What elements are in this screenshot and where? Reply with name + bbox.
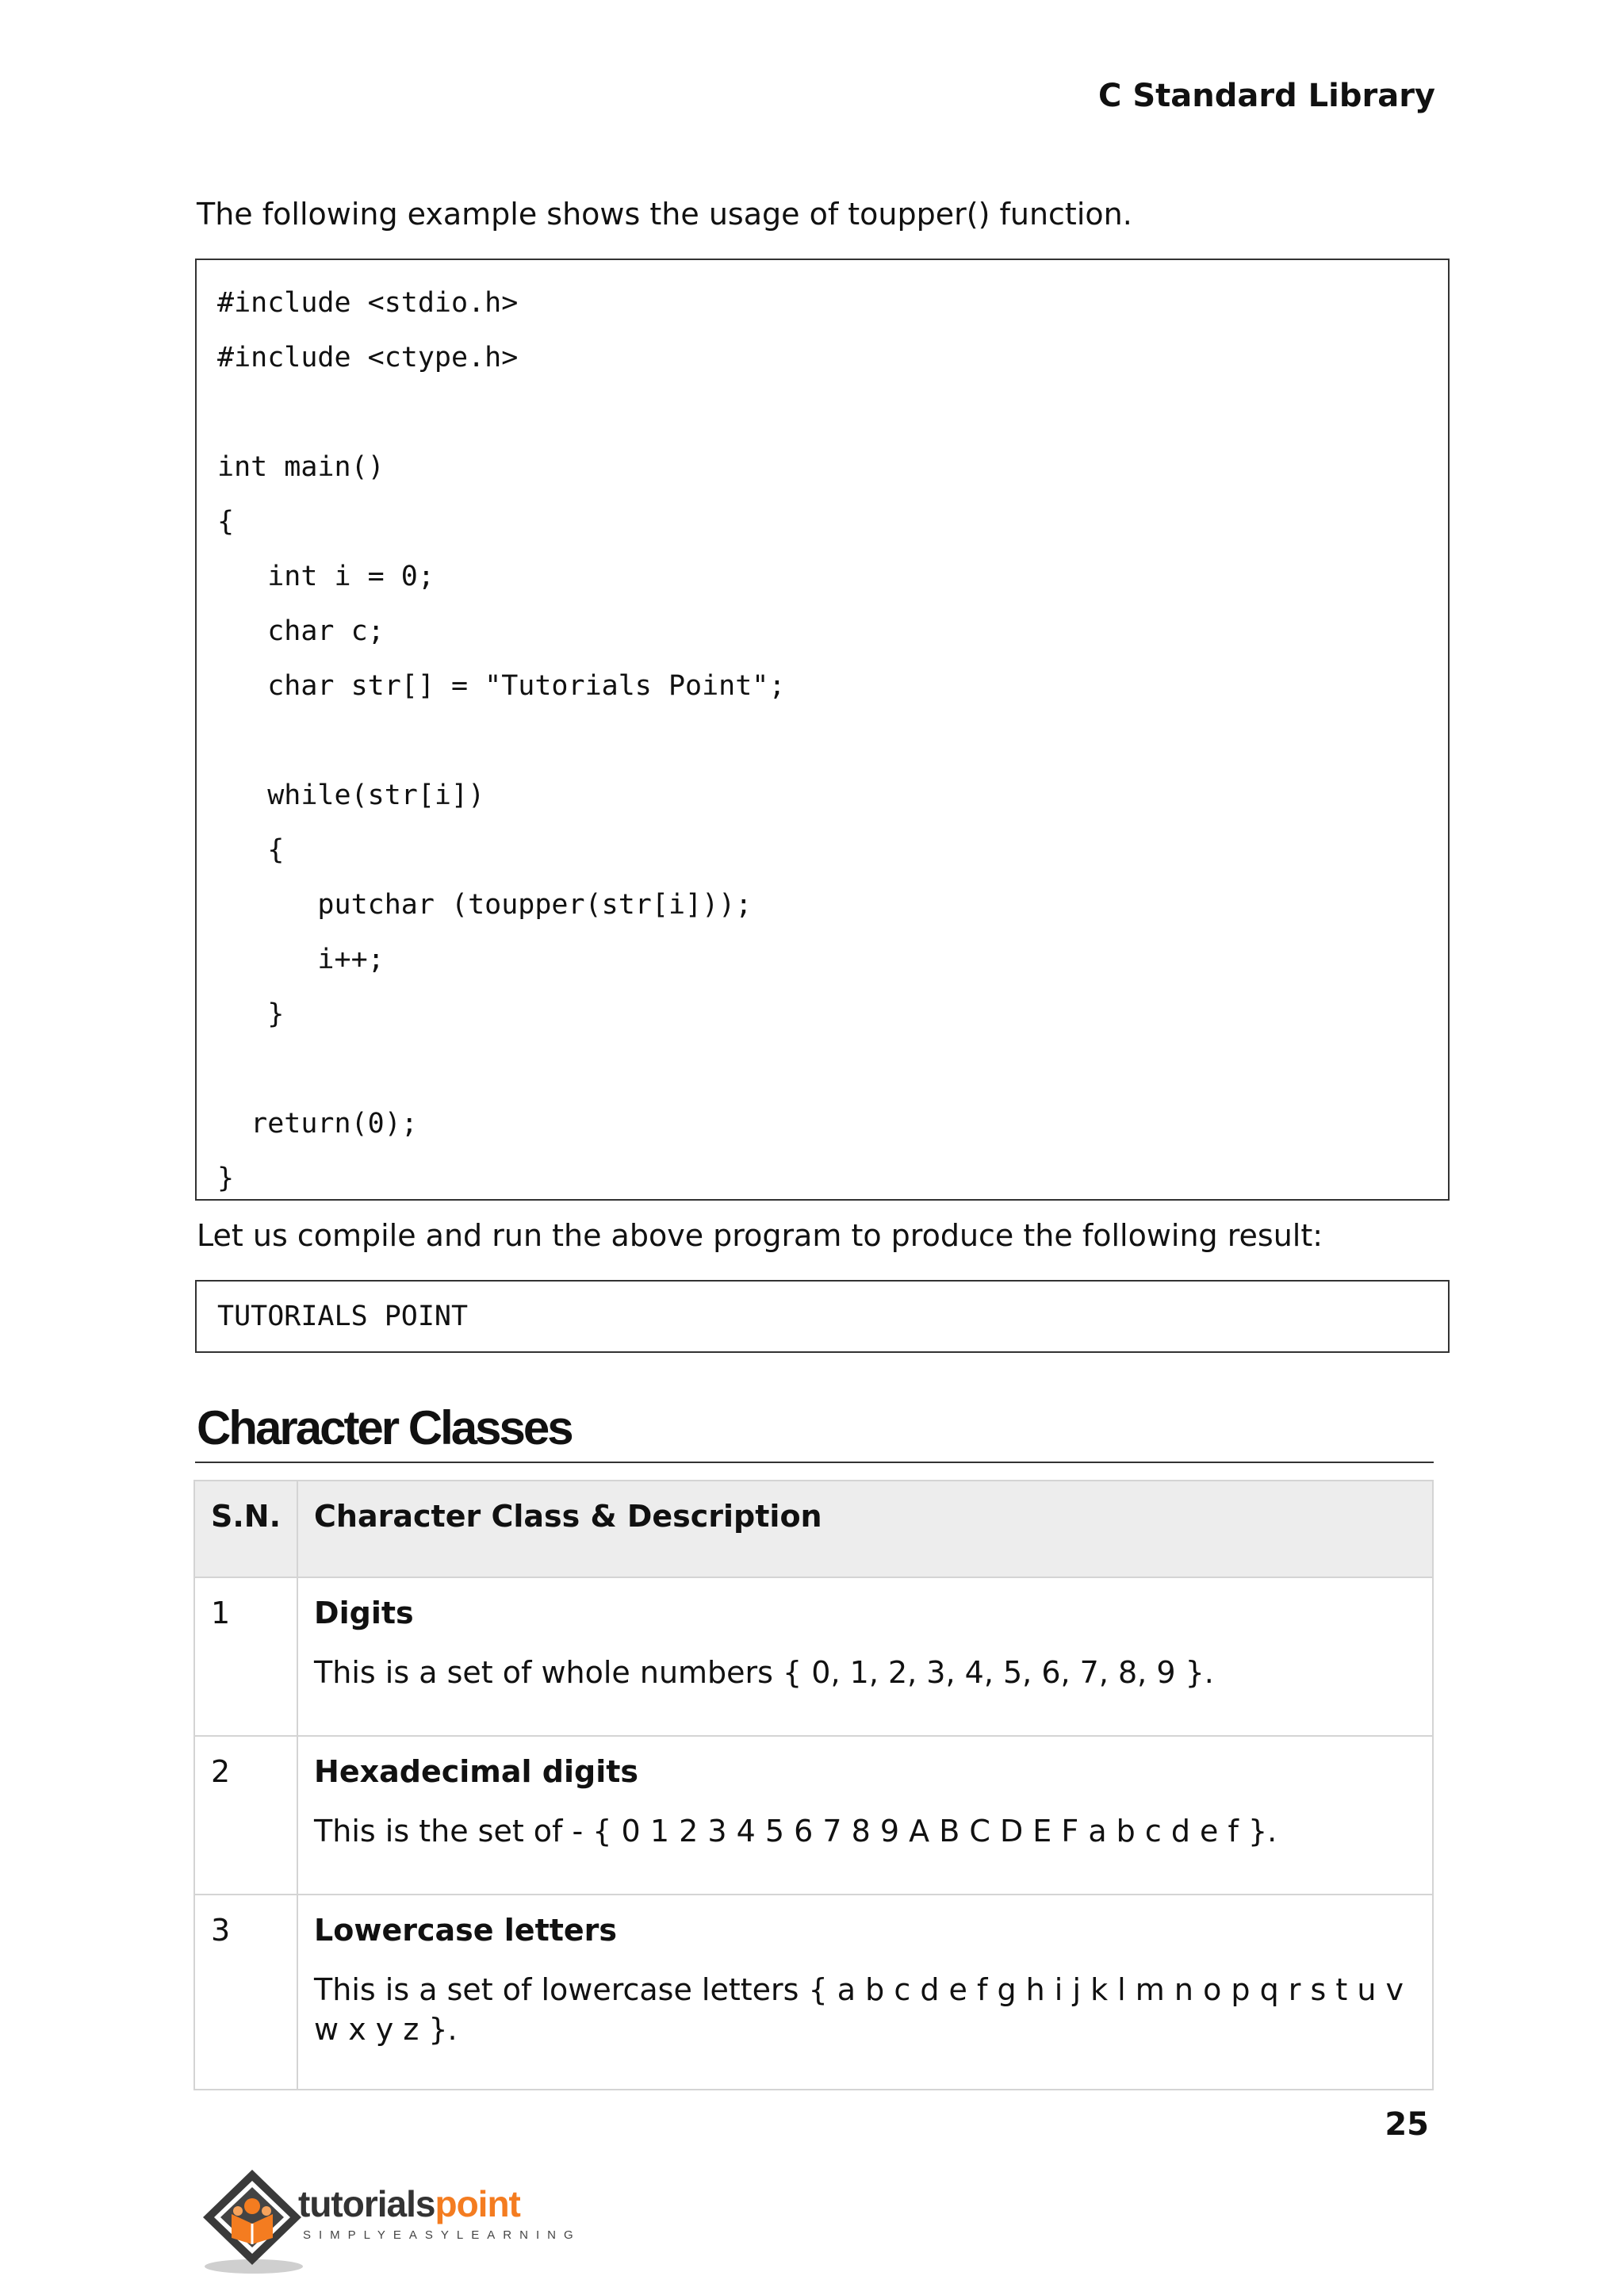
table-row (194, 1577, 1433, 1736)
row-content (297, 1577, 1433, 1736)
row-content (297, 1736, 1433, 1895)
row-description: This is a set of whole numbers { 0, 1, 2, 3, 4, 5, 6, 7, 8, 9 }. (314, 1655, 1214, 1690)
logo-word-point: point (435, 2183, 520, 2224)
code-line: int main() (217, 451, 385, 483)
code-line: } (217, 1163, 235, 1194)
table-row (194, 1736, 1433, 1895)
result-paragraph: Let us compile and run the above program to produce the following result: (197, 1218, 1323, 1253)
code-line (217, 1042, 1448, 1097)
logo-tagline: SIMPLYEASYLEARNING (303, 2228, 581, 2242)
row-description: This is a set of lowercase letters { a b c d e f g h i j k l m n o p q r s t u v w x y z }. (314, 1972, 1404, 2047)
code-block (195, 259, 1450, 1201)
tutorialspoint-logo (197, 2165, 581, 2276)
character-classes-table (193, 1480, 1434, 2090)
output-block: TUTORIALS POINT (195, 1280, 1450, 1353)
code-line: i++; (217, 944, 385, 975)
code-line (217, 714, 1448, 768)
row-title: Lowercase letters (314, 1913, 618, 1948)
section-heading: Character Classes (197, 1401, 572, 1454)
code-line: #include <stdio.h> (217, 287, 519, 319)
heading-underline (195, 1462, 1434, 1463)
row-title: Hexadecimal digits (314, 1754, 639, 1789)
column-header-description: Character Class & Description (297, 1481, 1433, 1577)
row-serial-number: 3 (194, 1895, 297, 2090)
code-line: char str[] = "Tutorials Point"; (217, 670, 786, 702)
code-line: return(0); (217, 1108, 418, 1140)
code-line (217, 385, 1448, 440)
row-content (297, 1895, 1433, 2090)
row-serial-number: 1 (194, 1577, 297, 1736)
code-line: { (217, 834, 285, 866)
code-line: char c; (217, 615, 385, 647)
code-line: } (217, 998, 285, 1030)
code-line: int i = 0; (217, 561, 435, 592)
table-row (194, 1895, 1433, 2090)
code-line: { (217, 506, 235, 538)
row-description: This is the set of - { 0 1 2 3 4 5 6 7 8 9 A B C D E F a b c d e f }. (314, 1814, 1277, 1849)
running-header: C Standard Library (1098, 78, 1435, 114)
logo-wordmark (298, 2182, 520, 2225)
logo-word-tutorials: tutorials (298, 2183, 435, 2224)
page-number: 25 (1385, 2106, 1429, 2143)
column-header-sn: S.N. (194, 1481, 297, 1577)
intro-paragraph: The following example shows the usage of toupper() function. (197, 197, 1132, 232)
code-line: putchar (toupper(str[i])); (217, 889, 753, 921)
code-line: #include <ctype.h> (217, 342, 519, 374)
code-line: while(str[i]) (217, 780, 485, 811)
row-title: Digits (314, 1596, 414, 1630)
table-header-row (194, 1481, 1433, 1577)
row-serial-number: 2 (194, 1736, 297, 1895)
